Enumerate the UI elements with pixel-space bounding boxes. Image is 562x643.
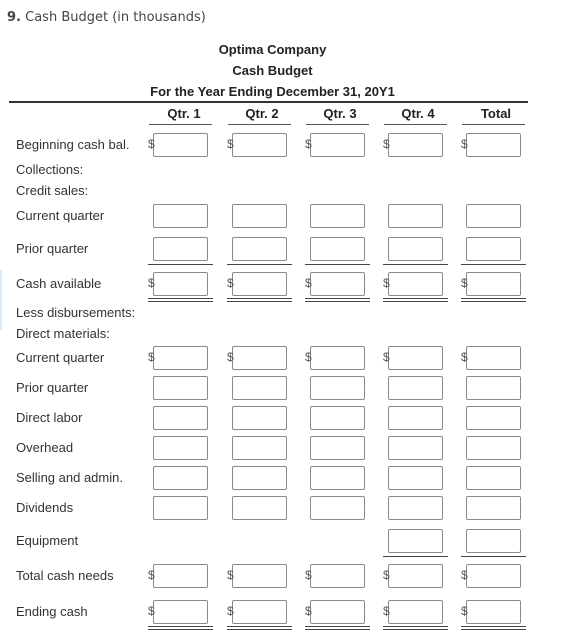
input-current-quarter-total[interactable] (466, 346, 521, 370)
input-beginning-cash-bal-qtr-3[interactable] (310, 133, 365, 157)
input-total-cash-needs-total[interactable] (466, 564, 521, 588)
input-dividends-qtr-2[interactable] (232, 496, 287, 520)
total-double-underline (383, 298, 448, 302)
column-header-qtr-4: Qtr. 4 (401, 106, 435, 121)
input-beginning-cash-bal-qtr-1[interactable] (153, 133, 208, 157)
input-prior-quarter-qtr-2[interactable] (232, 376, 287, 400)
subtotal-underline (461, 264, 526, 265)
row-label-credit-sales: Credit sales: (16, 183, 89, 198)
input-direct-labor-qtr-1[interactable] (153, 406, 208, 430)
input-equipment-total[interactable] (466, 529, 521, 553)
input-overhead-qtr-2[interactable] (232, 436, 287, 460)
subtotal-underline (383, 556, 448, 557)
currency-symbol: $ (305, 276, 312, 290)
currency-symbol: $ (227, 568, 234, 582)
currency-symbol: $ (461, 137, 468, 151)
row-label-current-quarter: Current quarter (16, 350, 105, 365)
subtotal-underline (148, 264, 213, 265)
input-prior-quarter-qtr-3[interactable] (310, 376, 365, 400)
currency-symbol: $ (305, 137, 312, 151)
currency-symbol: $ (461, 276, 468, 290)
input-cash-available-qtr-4[interactable] (388, 272, 443, 296)
currency-symbol: $ (227, 350, 234, 364)
column-header-qtr-3: Qtr. 3 (323, 106, 357, 121)
total-double-underline (305, 298, 370, 302)
currency-symbol: $ (461, 350, 468, 364)
row-label-total-cash-needs: Total cash needs (16, 568, 114, 583)
input-current-quarter-qtr-2[interactable] (232, 204, 287, 228)
column-header-underline (384, 124, 447, 125)
currency-symbol: $ (383, 137, 390, 151)
input-overhead-qtr-4[interactable] (388, 436, 443, 460)
input-dividends-qtr-1[interactable] (153, 496, 208, 520)
left-edge-accent (0, 270, 3, 330)
currency-symbol: $ (227, 276, 234, 290)
question-number: 9. (7, 10, 21, 25)
input-cash-available-qtr-2[interactable] (232, 272, 287, 296)
input-prior-quarter-qtr-4[interactable] (388, 376, 443, 400)
input-cash-available-qtr-3[interactable] (310, 272, 365, 296)
input-current-quarter-qtr-4[interactable] (388, 346, 443, 370)
input-total-cash-needs-qtr-3[interactable] (310, 564, 365, 588)
question-title (7, 10, 206, 25)
input-prior-quarter-total[interactable] (466, 376, 521, 400)
input-ending-cash-qtr-1[interactable] (153, 600, 208, 624)
currency-symbol: $ (305, 604, 312, 618)
row-label-prior-quarter: Prior quarter (16, 380, 89, 395)
currency-symbol: $ (148, 276, 155, 290)
total-double-underline (461, 626, 526, 630)
total-double-underline (148, 298, 213, 302)
input-ending-cash-qtr-4[interactable] (388, 600, 443, 624)
input-total-cash-needs-qtr-4[interactable] (388, 564, 443, 588)
row-label-cash-available: Cash available (16, 276, 102, 291)
total-double-underline (305, 626, 370, 630)
input-beginning-cash-bal-total[interactable] (466, 133, 521, 157)
row-label-collections: Collections: (16, 162, 84, 177)
input-overhead-qtr-3[interactable] (310, 436, 365, 460)
currency-symbol: $ (383, 604, 390, 618)
total-double-underline (148, 626, 213, 630)
input-current-quarter-qtr-3[interactable] (310, 204, 365, 228)
input-ending-cash-total[interactable] (466, 600, 521, 624)
subtotal-underline (305, 264, 370, 265)
header-rule (9, 101, 528, 103)
input-total-cash-needs-qtr-1[interactable] (153, 564, 208, 588)
currency-symbol: $ (383, 350, 390, 364)
input-ending-cash-qtr-2[interactable] (232, 600, 287, 624)
input-prior-quarter-qtr-1[interactable] (153, 376, 208, 400)
row-label-selling-and-admin: Selling and admin. (16, 470, 123, 485)
input-dividends-total[interactable] (466, 496, 521, 520)
input-direct-labor-qtr-3[interactable] (310, 406, 365, 430)
row-label-less-disbursements: Less disbursements: (16, 305, 136, 320)
company-name: Optima Company (218, 42, 327, 57)
column-header-underline (306, 124, 369, 125)
currency-symbol: $ (461, 604, 468, 618)
row-label-overhead: Overhead (16, 440, 74, 455)
input-dividends-qtr-4[interactable] (388, 496, 443, 520)
currency-symbol: $ (383, 276, 390, 290)
row-label-dividends: Dividends (16, 500, 74, 515)
column-header-qtr-2: Qtr. 2 (245, 106, 279, 121)
input-ending-cash-qtr-3[interactable] (310, 600, 365, 624)
input-direct-labor-qtr-4[interactable] (388, 406, 443, 430)
input-overhead-qtr-1[interactable] (153, 436, 208, 460)
input-direct-labor-qtr-2[interactable] (232, 406, 287, 430)
currency-symbol: $ (227, 604, 234, 618)
column-header-qtr-1: Qtr. 1 (167, 106, 201, 121)
currency-symbol: $ (148, 604, 155, 618)
input-selling-and-admin-qtr-4[interactable] (388, 466, 443, 490)
currency-symbol: $ (383, 568, 390, 582)
input-cash-available-qtr-1[interactable] (153, 272, 208, 296)
input-selling-and-admin-total[interactable] (466, 466, 521, 490)
row-label-beginning-cash-bal: Beginning cash bal. (16, 137, 130, 152)
input-cash-available-total[interactable] (466, 272, 521, 296)
column-header-underline (149, 124, 212, 125)
currency-symbol: $ (148, 568, 155, 582)
input-selling-and-admin-qtr-1[interactable] (153, 466, 208, 490)
statement-name: Cash Budget (232, 63, 313, 78)
input-beginning-cash-bal-qtr-2[interactable] (232, 133, 287, 157)
subtotal-underline (461, 556, 526, 557)
input-current-quarter-qtr-1[interactable] (153, 346, 208, 370)
input-dividends-qtr-3[interactable] (310, 496, 365, 520)
question-title-text: Cash Budget (in thousands) (25, 10, 206, 25)
input-prior-quarter-total[interactable] (466, 237, 521, 261)
input-current-quarter-qtr-2[interactable] (232, 346, 287, 370)
currency-symbol: $ (305, 350, 312, 364)
input-current-quarter-qtr-4[interactable] (388, 204, 443, 228)
input-current-quarter-total[interactable] (466, 204, 521, 228)
row-label-direct-labor: Direct labor (16, 410, 83, 425)
column-header-underline (462, 124, 525, 125)
input-current-quarter-qtr-1[interactable] (153, 204, 208, 228)
input-prior-quarter-qtr-2[interactable] (232, 237, 287, 261)
total-double-underline (227, 298, 292, 302)
currency-symbol: $ (227, 137, 234, 151)
subtotal-underline (227, 264, 292, 265)
input-selling-and-admin-qtr-2[interactable] (232, 466, 287, 490)
input-selling-and-admin-qtr-3[interactable] (310, 466, 365, 490)
row-label-ending-cash: Ending cash (16, 604, 88, 619)
input-current-quarter-qtr-3[interactable] (310, 346, 365, 370)
column-header-underline (228, 124, 291, 125)
total-double-underline (461, 298, 526, 302)
currency-symbol: $ (461, 568, 468, 582)
column-header-total: Total (480, 106, 512, 121)
row-label-current-quarter: Current quarter (16, 208, 105, 223)
row-label-equipment: Equipment (16, 533, 79, 548)
row-label-direct-materials: Direct materials: (16, 326, 110, 341)
currency-symbol: $ (148, 137, 155, 151)
input-total-cash-needs-qtr-2[interactable] (232, 564, 287, 588)
input-overhead-total[interactable] (466, 436, 521, 460)
subtotal-underline (383, 264, 448, 265)
input-prior-quarter-qtr-1[interactable] (153, 237, 208, 261)
total-double-underline (383, 626, 448, 630)
total-double-underline (227, 626, 292, 630)
input-prior-quarter-qtr-3[interactable] (310, 237, 365, 261)
input-direct-labor-total[interactable] (466, 406, 521, 430)
input-equipment-qtr-4[interactable] (388, 529, 443, 553)
input-prior-quarter-qtr-4[interactable] (388, 237, 443, 261)
currency-symbol: $ (305, 568, 312, 582)
statement-period: For the Year Ending December 31, 20Y1 (150, 84, 395, 99)
row-label-prior-quarter: Prior quarter (16, 241, 89, 256)
input-beginning-cash-bal-qtr-4[interactable] (388, 133, 443, 157)
currency-symbol: $ (148, 350, 155, 364)
